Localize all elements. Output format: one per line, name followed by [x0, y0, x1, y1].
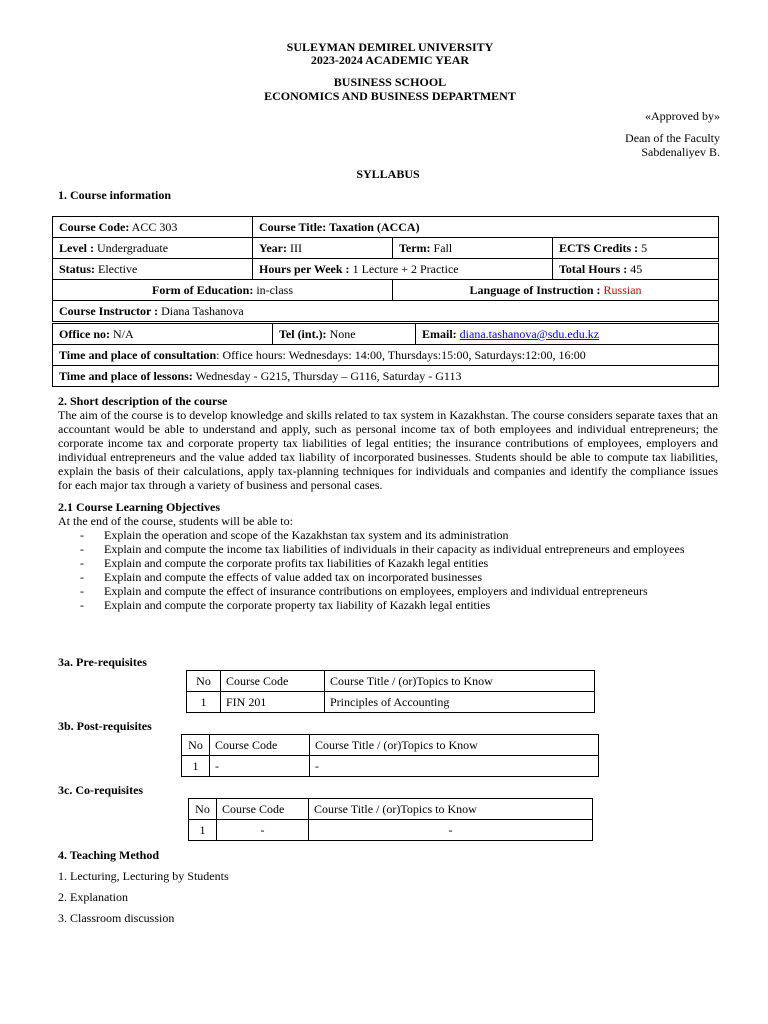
academic-year: 2023-2024 ACADEMIC YEAR	[310, 53, 470, 67]
objectives-list	[58, 528, 710, 612]
list-item: - Explain and compute the corporate profits tax liabilities of Kazakh legal entities	[58, 556, 710, 570]
instructor-name: Diana Tashanova	[161, 304, 244, 318]
course-code-label: Course Code:	[59, 220, 130, 234]
consultation-label: Time and place of consultation	[59, 348, 217, 362]
status-label: Status:	[59, 262, 96, 276]
table-row	[53, 280, 719, 301]
list-item: - Explain and compute the effects of value added tax on incorporated businesses	[58, 570, 710, 584]
table-row	[53, 238, 719, 259]
coreq-table	[188, 798, 593, 841]
language-value: Russian	[603, 283, 642, 297]
table-cell: 1	[187, 692, 221, 713]
status-value: Elective	[98, 262, 138, 276]
tel-label: Tel (int.):	[279, 327, 327, 341]
total-hours-value: 45	[630, 262, 643, 276]
contact-table	[52, 323, 719, 387]
teaching-heading: 4. Teaching Method	[58, 848, 160, 862]
email-label: Email:	[422, 327, 457, 341]
header-cell: No	[187, 671, 221, 692]
table-row	[182, 756, 599, 777]
header-cell: Course Code	[217, 799, 309, 820]
postreq-table	[181, 734, 599, 777]
table-cell: FIN 201	[221, 692, 325, 713]
language-label: Language of Instruction :	[469, 283, 601, 297]
table-cell: -	[309, 820, 593, 841]
table-row	[53, 324, 719, 345]
list-item: - Explain and compute the effect of insurance contributions on employees, employers and individual entrepreneurs	[58, 584, 710, 598]
consultation-value: : Office hours: Wednesdays: 14:00, Thursdays:15:00, Saturdays:12:00, 16:00	[216, 348, 586, 362]
level-value: Undergraduate	[97, 241, 169, 255]
header-cell: Course Title / (or)Topics to Know	[309, 799, 593, 820]
level-label: Level :	[59, 241, 94, 255]
table-row	[53, 345, 719, 366]
school-name: BUSINESS SCHOOL	[333, 75, 447, 89]
document-title: SYLLABUS	[356, 167, 420, 181]
hours-value: 1 Lecture + 2 Practice	[352, 262, 459, 276]
postreq-heading: 3b. Post-requisites	[58, 719, 152, 733]
table-row	[53, 259, 719, 280]
header-cell: Course Title / (or)Topics to Know	[325, 671, 595, 692]
course-code: ACC 303	[131, 220, 178, 234]
email-link[interactable]: diana.tashanova@sdu.edu.kz	[459, 327, 600, 341]
university-name: SULEYMAN DEMIREL UNIVERSITY	[286, 40, 494, 54]
list-item: - Explain and compute the income tax liabilities of individuals in their capacity as individual entrepreneurs and employees	[58, 542, 710, 556]
course-info-table	[52, 216, 719, 322]
course-title: Course Title: Taxation (ACCA)	[253, 217, 719, 238]
header-cell: No	[189, 799, 217, 820]
office-value: N/A	[112, 327, 134, 341]
form-label: Form of Education:	[152, 283, 254, 297]
table-cell: -	[310, 756, 599, 777]
instructor-label: Course Instructor :	[59, 304, 159, 318]
header-cell: Course Title / (or)Topics to Know	[310, 735, 599, 756]
ects-label: ECTS Credits :	[559, 241, 639, 255]
header-cell: Course Code	[210, 735, 310, 756]
table-row	[187, 692, 595, 713]
description-text: The aim of the course is to develop knowledge and skills related to tax system in Kazakhstan. The course considers separate taxes that an accountant would be able to understand and apply, such as personal income tax of both employees and individual entrepreneurs; the corporate income tax and corporate property tax liabilities of legal entities; the insurance contributions of employees, employers and individual entrepreneurs and the value added tax liability of incorporated businesses. Students should be able to compute tax liabilities, explain the basis of their calculations, apply tax-planning techniques for individuals and companies and identify the compliance issues for each major tax through a variety of business and personal cases.	[58, 408, 718, 492]
total-hours-label: Total Hours :	[559, 262, 628, 276]
teaching-item-3: 3. Classroom discussion	[58, 911, 175, 925]
table-row	[53, 217, 719, 238]
dean-title: Dean of the Faculty	[625, 131, 720, 145]
table-row	[53, 366, 719, 387]
ects-value: 5	[641, 241, 648, 255]
lessons-label: Time and place of lessons:	[59, 369, 193, 383]
table-row	[187, 671, 595, 692]
prereq-table	[186, 670, 595, 713]
tel-value: None	[329, 327, 356, 341]
lessons-value: Wednesday - G215, Thursday – G116, Saturday - G113	[195, 369, 462, 383]
table-cell: 1	[182, 756, 210, 777]
approved-label: «Approved by»	[645, 109, 720, 123]
list-item: - Explain the operation and scope of the Kazakhstan tax system and its administration	[58, 528, 710, 542]
table-cell: -	[210, 756, 310, 777]
objectives-intro: At the end of the course, students will be able to:	[58, 514, 293, 528]
year-value: III	[289, 241, 302, 255]
table-cell: 1	[189, 820, 217, 841]
dean-name: Sabdenaliyev B.	[641, 145, 720, 159]
table-cell: -	[217, 820, 309, 841]
objectives-heading: 2.1 Course Learning Objectives	[58, 500, 220, 514]
table-cell: Principles of Accounting	[325, 692, 595, 713]
table-row	[53, 301, 719, 322]
header-cell: Course Code	[221, 671, 325, 692]
hours-label: Hours per Week :	[259, 262, 350, 276]
list-item: - Explain and compute the corporate property tax liability of Kazakh legal entities	[58, 598, 710, 612]
teaching-item-2: 2. Explanation	[58, 890, 128, 904]
table-row	[189, 820, 593, 841]
term-value: Fall	[433, 241, 453, 255]
description-heading: 2. Short description of the course	[58, 394, 228, 408]
term-label: Term:	[399, 241, 431, 255]
year-label: Year:	[259, 241, 287, 255]
coreq-heading: 3c. Co-requisites	[58, 783, 144, 797]
prereq-heading: 3a. Pre-requisites	[58, 655, 147, 669]
table-row	[189, 799, 593, 820]
header-cell: No	[182, 735, 210, 756]
form-value: in-class	[256, 283, 293, 297]
office-label: Office no:	[59, 327, 110, 341]
department-name: ECONOMICS AND BUSINESS DEPARTMENT	[264, 89, 516, 103]
course-info-heading: 1. Course information	[58, 188, 171, 202]
table-row	[182, 735, 599, 756]
teaching-item-1: 1. Lecturing, Lecturing by Students	[58, 869, 229, 883]
